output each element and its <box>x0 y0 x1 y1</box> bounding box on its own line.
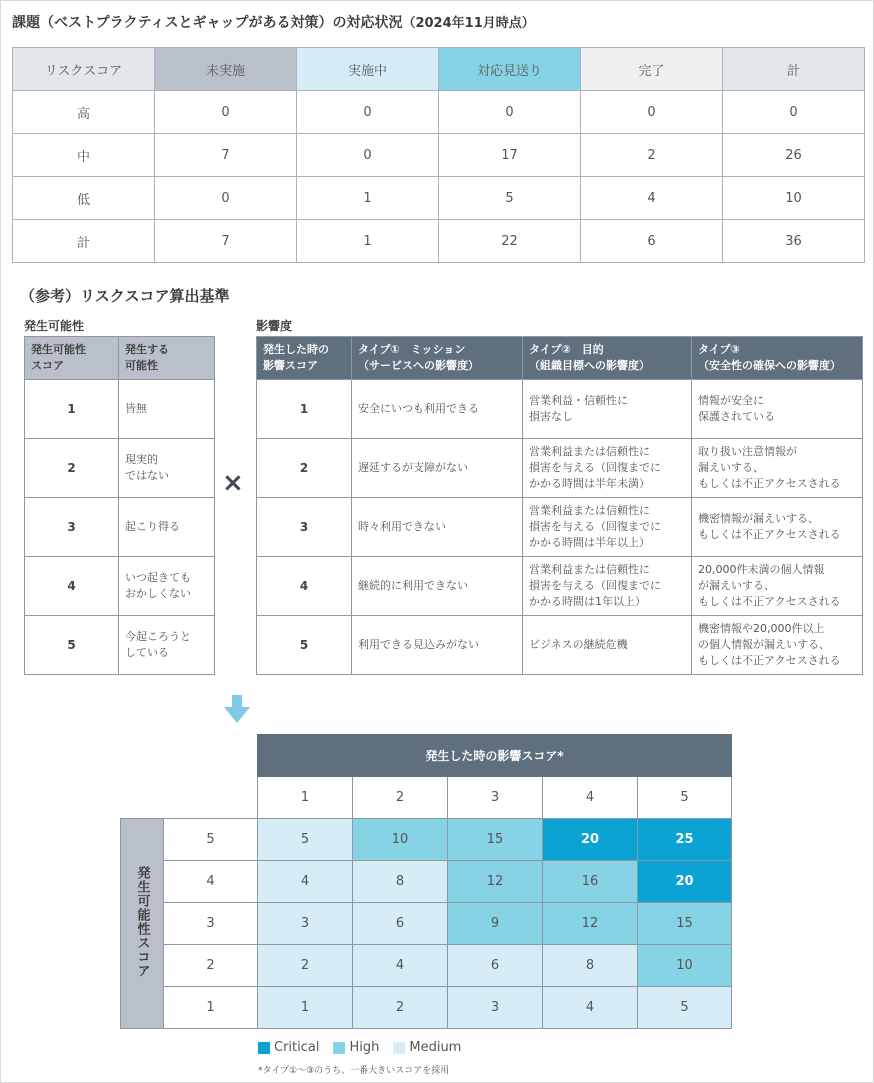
status-header-4: 完了 <box>581 48 723 91</box>
status-row-label: 計 <box>13 220 155 263</box>
matrix-cell-medium: 6 <box>448 945 543 987</box>
status-table <box>12 47 865 263</box>
status-header-0: リスクスコア <box>13 48 155 91</box>
impact-header-row <box>257 337 863 380</box>
status-cell: 0 <box>155 177 297 220</box>
legend-swatch-critical <box>258 1042 270 1054</box>
matrix-row-header-text: 発生可能性スコア <box>134 865 150 978</box>
impact-table-body <box>257 380 863 675</box>
legend-label-critical: Critical <box>274 1040 320 1055</box>
matrix-cell-critical: 25 <box>638 819 732 861</box>
status-table-header-row <box>13 48 865 91</box>
matrix-column-label: 1 <box>258 777 353 819</box>
status-row <box>13 220 865 263</box>
impact-row <box>257 557 863 616</box>
impact-score: 1 <box>257 380 352 439</box>
status-cell: 26 <box>723 134 865 177</box>
status-cell: 5 <box>439 177 581 220</box>
status-cell: 7 <box>155 220 297 263</box>
likelihood-header-row <box>25 337 215 380</box>
matrix-row <box>121 945 732 987</box>
page-title <box>12 12 535 32</box>
likelihood-row <box>25 557 215 616</box>
matrix-cell-medium: 4 <box>258 861 353 903</box>
matrix-cell-medium: 5 <box>258 819 353 861</box>
impact-score: 3 <box>257 498 352 557</box>
likelihood-header-0: 発生可能性 スコア <box>25 337 119 380</box>
likelihood-row <box>25 616 215 675</box>
status-cell: 17 <box>439 134 581 177</box>
matrix-row <box>121 987 732 1029</box>
risk-matrix <box>120 734 732 1029</box>
status-row-label: 低 <box>13 177 155 220</box>
likelihood-row <box>25 498 215 557</box>
status-header-5: 計 <box>723 48 865 91</box>
likelihood-description: いつ起きても おかしくない <box>119 557 215 616</box>
likelihood-row <box>25 380 215 439</box>
matrix-cell-high: 9 <box>448 903 543 945</box>
matrix-column-label: 3 <box>448 777 543 819</box>
impact-score: 2 <box>257 439 352 498</box>
impact-title: 影響度 <box>256 319 293 333</box>
status-cell: 0 <box>723 91 865 134</box>
status-table-body <box>13 91 865 263</box>
impact-type3: 20,000件未満の個人情報 が漏えいする、 もしくは不正アクセスされる <box>692 557 863 616</box>
legend <box>258 1040 461 1055</box>
status-cell: 22 <box>439 220 581 263</box>
likelihood-score: 2 <box>25 439 119 498</box>
status-row <box>13 134 865 177</box>
likelihood-description: 現実的 ではない <box>119 439 215 498</box>
matrix-blank <box>121 777 258 819</box>
status-cell: 1 <box>297 220 439 263</box>
likelihood-table-body <box>25 380 215 675</box>
down-arrow-icon <box>222 695 252 729</box>
matrix-cell-high: 12 <box>543 903 638 945</box>
status-row-label: 中 <box>13 134 155 177</box>
impact-type2: 営業利益・信頼性に 損害なし <box>523 380 692 439</box>
status-cell: 0 <box>297 91 439 134</box>
status-cell: 4 <box>581 177 723 220</box>
impact-type2: 営業利益または信頼性に 損害を与える（回復までに かかる時間は半年以上） <box>523 498 692 557</box>
matrix-cell-critical: 20 <box>543 819 638 861</box>
status-cell: 0 <box>297 134 439 177</box>
matrix-row-label: 5 <box>164 819 258 861</box>
matrix-cell-medium: 3 <box>448 987 543 1029</box>
likelihood-description: 今起ころうと している <box>119 616 215 675</box>
impact-type2: ビジネスの継続危機 <box>523 616 692 675</box>
title-date: （2024年11月時点） <box>402 16 535 31</box>
likelihood-row <box>25 439 215 498</box>
matrix-cell-medium: 4 <box>543 987 638 1029</box>
impact-row <box>257 498 863 557</box>
impact-header-2: タイプ② 目的 （組織目標への影響度） <box>523 337 692 380</box>
matrix-column-label: 5 <box>638 777 732 819</box>
matrix-cell-medium: 3 <box>258 903 353 945</box>
status-header-3: 対応見送り <box>439 48 581 91</box>
matrix-row-label: 1 <box>164 987 258 1029</box>
multiply-symbol: × <box>222 468 244 498</box>
matrix-row-header <box>121 819 164 1029</box>
title-main: 課題（ベストプラクティスとギャップがある対策）の対応状況 <box>12 15 403 31</box>
status-cell: 7 <box>155 134 297 177</box>
matrix-column-labels <box>121 777 732 819</box>
matrix-cell-medium: 1 <box>258 987 353 1029</box>
legend-swatch-high <box>333 1042 345 1054</box>
impact-type1: 遅延するが支障がない <box>352 439 523 498</box>
matrix-cell-medium: 8 <box>543 945 638 987</box>
impact-type2: 営業利益または信頼性に 損害を与える（回復までに かかる時間は1年以上） <box>523 557 692 616</box>
status-cell: 0 <box>155 91 297 134</box>
matrix-title-row <box>121 735 732 777</box>
matrix-cell-critical: 20 <box>638 861 732 903</box>
risk-matrix-body <box>121 735 732 1029</box>
status-cell: 10 <box>723 177 865 220</box>
matrix-row-label: 4 <box>164 861 258 903</box>
impact-type3: 情報が安全に 保護されている <box>692 380 863 439</box>
impact-type1: 利用できる見込みがない <box>352 616 523 675</box>
impact-type3: 機密情報が漏えいする、 もしくは不正アクセスされる <box>692 498 863 557</box>
impact-table <box>256 336 863 675</box>
likelihood-score: 1 <box>25 380 119 439</box>
legend-label-high: High <box>349 1040 380 1055</box>
matrix-cell-high: 12 <box>448 861 543 903</box>
status-header-2: 実施中 <box>297 48 439 91</box>
legend-item-medium <box>393 1040 461 1055</box>
impact-score: 4 <box>257 557 352 616</box>
impact-type2: 営業利益または信頼性に 損害を与える（回復までに かかる時間は半年未満） <box>523 439 692 498</box>
matrix-cell-medium: 6 <box>353 903 448 945</box>
impact-row <box>257 439 863 498</box>
impact-header-3: タイプ③ （安全性の確保への影響度） <box>692 337 863 380</box>
reference-title: （参考）リスクスコア算出基準 <box>20 287 230 305</box>
matrix-column-header: 発生した時の影響スコア* <box>258 735 732 777</box>
matrix-row <box>121 819 732 861</box>
impact-header-0: 発生した時の 影響スコア <box>257 337 352 380</box>
matrix-blank <box>121 735 258 777</box>
matrix-cell-medium: 4 <box>353 945 448 987</box>
impact-row <box>257 380 863 439</box>
likelihood-description: 起こり得る <box>119 498 215 557</box>
impact-header-1: タイプ① ミッション （サービスへの影響度） <box>352 337 523 380</box>
matrix-column-label: 4 <box>543 777 638 819</box>
impact-score: 5 <box>257 616 352 675</box>
status-row-label: 高 <box>13 91 155 134</box>
status-cell: 1 <box>297 177 439 220</box>
matrix-cell-high: 15 <box>448 819 543 861</box>
likelihood-score: 4 <box>25 557 119 616</box>
matrix-column-label: 2 <box>353 777 448 819</box>
status-header-1: 未実施 <box>155 48 297 91</box>
matrix-cell-high: 16 <box>543 861 638 903</box>
legend-item-critical <box>258 1040 319 1055</box>
status-cell: 6 <box>581 220 723 263</box>
status-row <box>13 91 865 134</box>
footnote: *タイプ①～③のうち、一番大きいスコアを採用 <box>258 1066 450 1076</box>
matrix-cell-high: 10 <box>353 819 448 861</box>
status-cell: 0 <box>581 91 723 134</box>
matrix-cell-medium: 8 <box>353 861 448 903</box>
likelihood-header-1: 発生する 可能性 <box>119 337 215 380</box>
matrix-cell-high: 10 <box>638 945 732 987</box>
impact-row <box>257 616 863 675</box>
impact-type3: 機密情報や20,000件以上 の個人情報が漏えいする、 もしくは不正アクセスされる <box>692 616 863 675</box>
matrix-cell-high: 15 <box>638 903 732 945</box>
matrix-row <box>121 861 732 903</box>
impact-type3: 取り扱い注意情報が 漏えいする、 もしくは不正アクセスされる <box>692 439 863 498</box>
impact-type1: 時々利用できない <box>352 498 523 557</box>
legend-label-medium: Medium <box>409 1040 462 1055</box>
matrix-cell-medium: 2 <box>353 987 448 1029</box>
legend-swatch-medium <box>393 1042 405 1054</box>
likelihood-table <box>24 336 215 675</box>
matrix-row-label: 3 <box>164 903 258 945</box>
status-row <box>13 177 865 220</box>
likelihood-title: 発生可能性 <box>24 319 85 333</box>
likelihood-score: 5 <box>25 616 119 675</box>
likelihood-score: 3 <box>25 498 119 557</box>
impact-type1: 継続的に利用できない <box>352 557 523 616</box>
status-cell: 0 <box>439 91 581 134</box>
likelihood-description: 皆無 <box>119 380 215 439</box>
matrix-cell-medium: 5 <box>638 987 732 1029</box>
legend-item-high <box>333 1040 379 1055</box>
matrix-row <box>121 903 732 945</box>
matrix-cell-medium: 2 <box>258 945 353 987</box>
impact-type1: 安全にいつも利用できる <box>352 380 523 439</box>
status-cell: 2 <box>581 134 723 177</box>
status-cell: 36 <box>723 220 865 263</box>
matrix-row-label: 2 <box>164 945 258 987</box>
